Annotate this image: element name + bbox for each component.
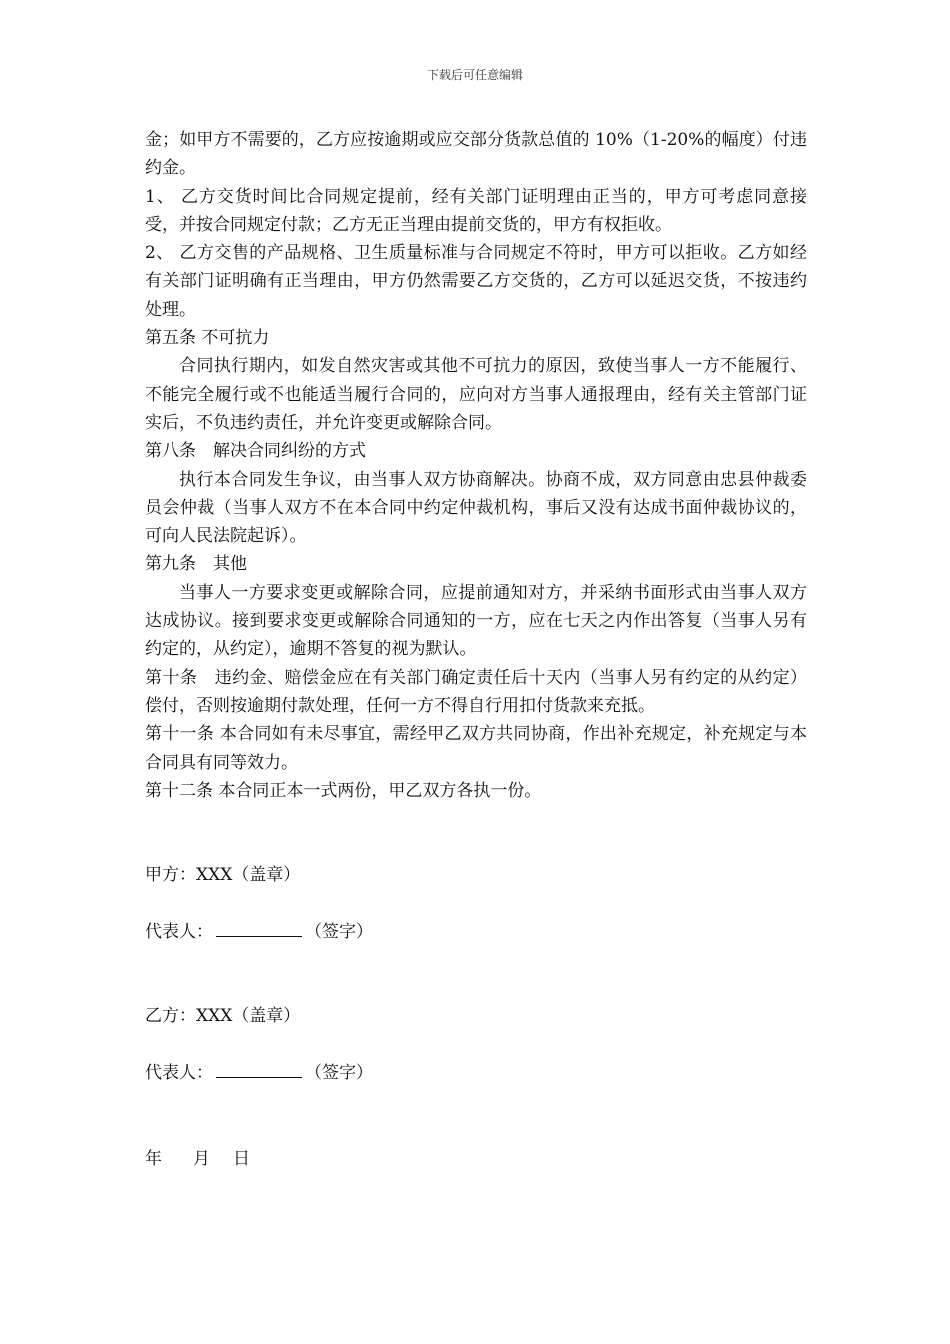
paragraph-item-2: 2、 乙方交售的产品规格、卫生质量标准与合同规定不符时，甲方可以拒收。乙方如经有关部门证明确有正当理由，甲方仍然需要乙方交货的，乙方可以延迟交货，不按违约处理。 [145,243,807,320]
heading-article-9: 第九条 其他 [145,554,247,575]
document-body [145,126,807,805]
party-b-rep-suffix: （签字） [305,1063,373,1083]
date-year: 年 [145,1149,162,1169]
party-b-representative [145,1059,373,1087]
party-a-signature-line[interactable] [216,920,302,937]
date-day: 日 [233,1149,250,1169]
heading-article-5: 第五条 不可抗力 [145,328,270,349]
date-month: 月 [193,1149,210,1169]
party-a-representative [145,918,373,946]
paragraph-article-10: 第十条 违约金、赔偿金应在有关部门确定责任后十天内（当事人另有约定的从约定）偿付，否则按逾期付款处理，任何一方不得自行用扣付货款来充抵。 [145,667,807,716]
paragraph-penalty-cont: 金；如甲方不需要的，乙方应按逾期或应交部分货款总值的 10%（1-20%的幅度）付违约金。 [145,130,807,179]
paragraph-force-majeure: 合同执行期内，如发自然灾害或其他不可抗力的原因，致使当事人一方不能履行、不能完全履行或不也能适当履行合同的，应向对方当事人通报理由，经有关主管部门证实后，不负违约责任，并允许变更或解除合同。 [145,356,807,433]
paragraph-dispute: 执行本合同发生争议，由当事人双方协商解决。协商不成，双方同意由忠县仲裁委员会仲裁（当事人双方不在本合同中约定仲裁机构，事后又没有达成书面仲裁协议的，可向人民法院起诉）。 [145,469,807,547]
party-a-label: 甲方：XXX（盖章） [145,865,301,885]
signing-date [145,1145,250,1173]
heading-article-8: 第八条 解决合同纠纷的方式 [145,441,366,462]
paragraph-item-1: 1、 乙方交货时间比合同规定提前，经有关部门证明理由正当的，甲方可考虑同意接受，并按合同规定付款；乙方无正当理由提前交货的，甲方有权拒收。 [145,186,807,235]
paragraph-article-11: 第十一条 本合同如有未尽事宜，需经甲乙双方共同协商，作出补充规定，补充规定与本合同具有同等效力。 [145,724,807,773]
party-b-label: 乙方：XXX（盖章） [145,1006,301,1026]
page-header: 下载后可任意编辑 [426,68,523,82]
party-a-rep-suffix: （签字） [305,922,373,942]
paragraph-article-12: 第十二条 本合同正本一式两份，甲乙双方各执一份。 [145,780,542,801]
party-a-rep-label: 代表人： [145,922,213,942]
paragraph-other: 当事人一方要求变更或解除合同，应提前通知对方，并采纳书面形式由当事人双方达成协议。接到要求变更或解除合同通知的一方，应在七天之内作出答复（当事人另有约定的，从约定），逾期不答复的视为默认。 [145,582,807,660]
party-b-rep-label: 代表人： [145,1063,213,1083]
party-b-signature-line[interactable] [216,1061,302,1078]
